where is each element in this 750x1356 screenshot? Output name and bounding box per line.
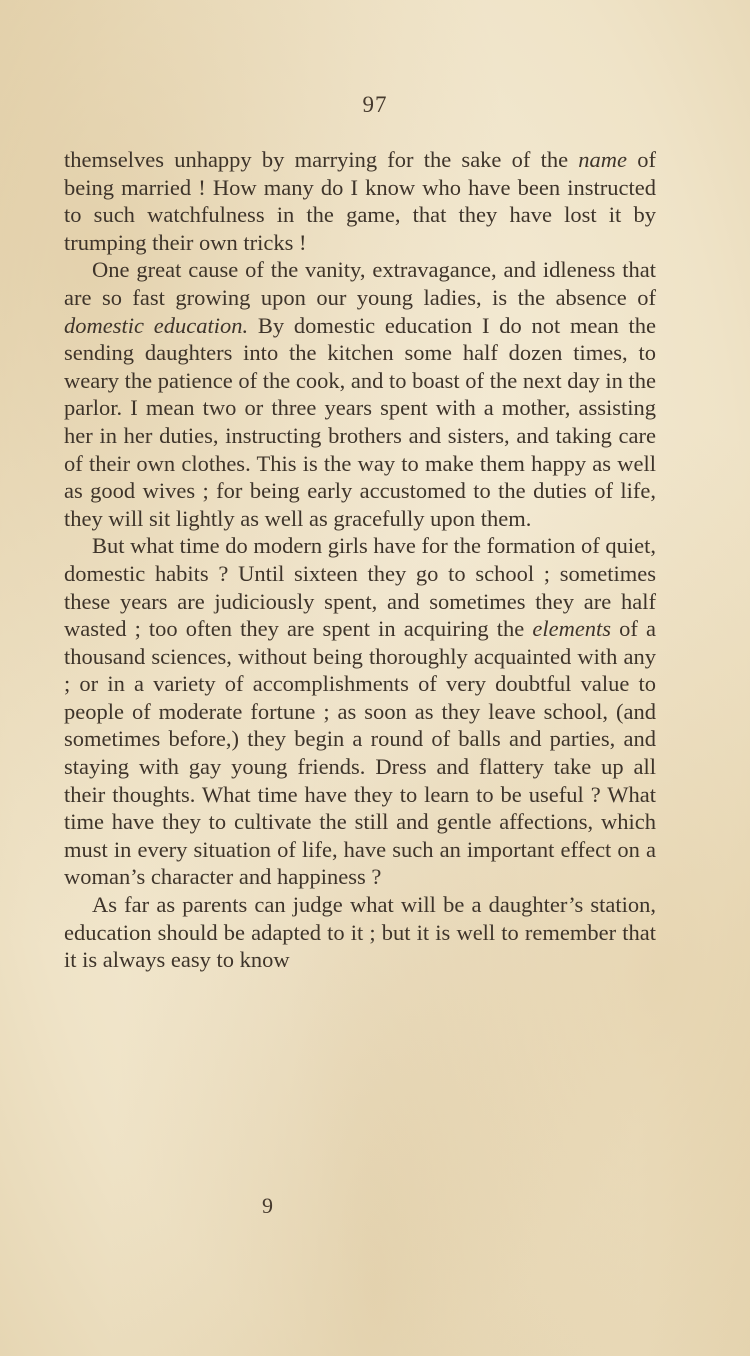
body-text — [64, 146, 656, 974]
text-segment: By domestic education I do not mean the sending daughters into the kitchen some half dozen times, to weary the patience of the cook, and to boast of the next day in the parlor. I mean two or three years spent with a mother, assisting her in her duties, instructing brothers and sisters, and taking care of their own clothes. This is the way to make them happy as well as good wives ; for being early accustomed to the duties of life, they will sit lightly as well as gracefully upon them. — [64, 312, 656, 531]
paragraph-2 — [64, 256, 656, 532]
text-segment: One great cause of the vanity, extravagance, and idleness that are so fast growing upon our young ladies, is the absence of — [64, 257, 656, 310]
paragraph-4 — [64, 891, 656, 974]
paragraph-1 — [64, 146, 656, 256]
text-segment: But what time do modern girls have for the formation of quiet, domestic habits ? Until sixteen they go to school ; sometimes these years are judiciously spent, and sometimes they are half wasted ; too often they are spent in acquiring the — [64, 533, 656, 642]
text-segment: themselves unhappy by marrying for the sake of the — [64, 147, 579, 172]
paragraph-3 — [64, 532, 656, 891]
italic-segment: elements — [532, 616, 612, 642]
page-number: 97 — [362, 92, 388, 117]
italic-segment: name — [578, 147, 628, 172]
text-segment: of being married ! How many do I know who have been instructed to such watchfulness in the game, that they have lost it by trumping their own tricks ! — [64, 147, 657, 255]
text-segment: As far as parents can judge what will be a daughter’s station, education should be adapted to it ; but it is well to remember that it is always easy to know — [64, 892, 656, 973]
text-segment: of a thousand sciences, without being thoroughly acquainted with any ; or in a variety of accomplishments of very doubtful value to people of moderate fortune ; as soon as they leave school, (and sometimes before,) they begin a round of balls and parties, and staying with gay young friends. Dress and flattery take up all their thoughts. What time have they to learn to be useful ? What time have they to cultivate the still and gentle affections, which must in every situation of life, have such an important effect on a woman’s character and happiness ? — [64, 616, 656, 890]
italic-segment: domestic education. — [64, 312, 249, 338]
signature-mark: 9 — [262, 1193, 273, 1218]
